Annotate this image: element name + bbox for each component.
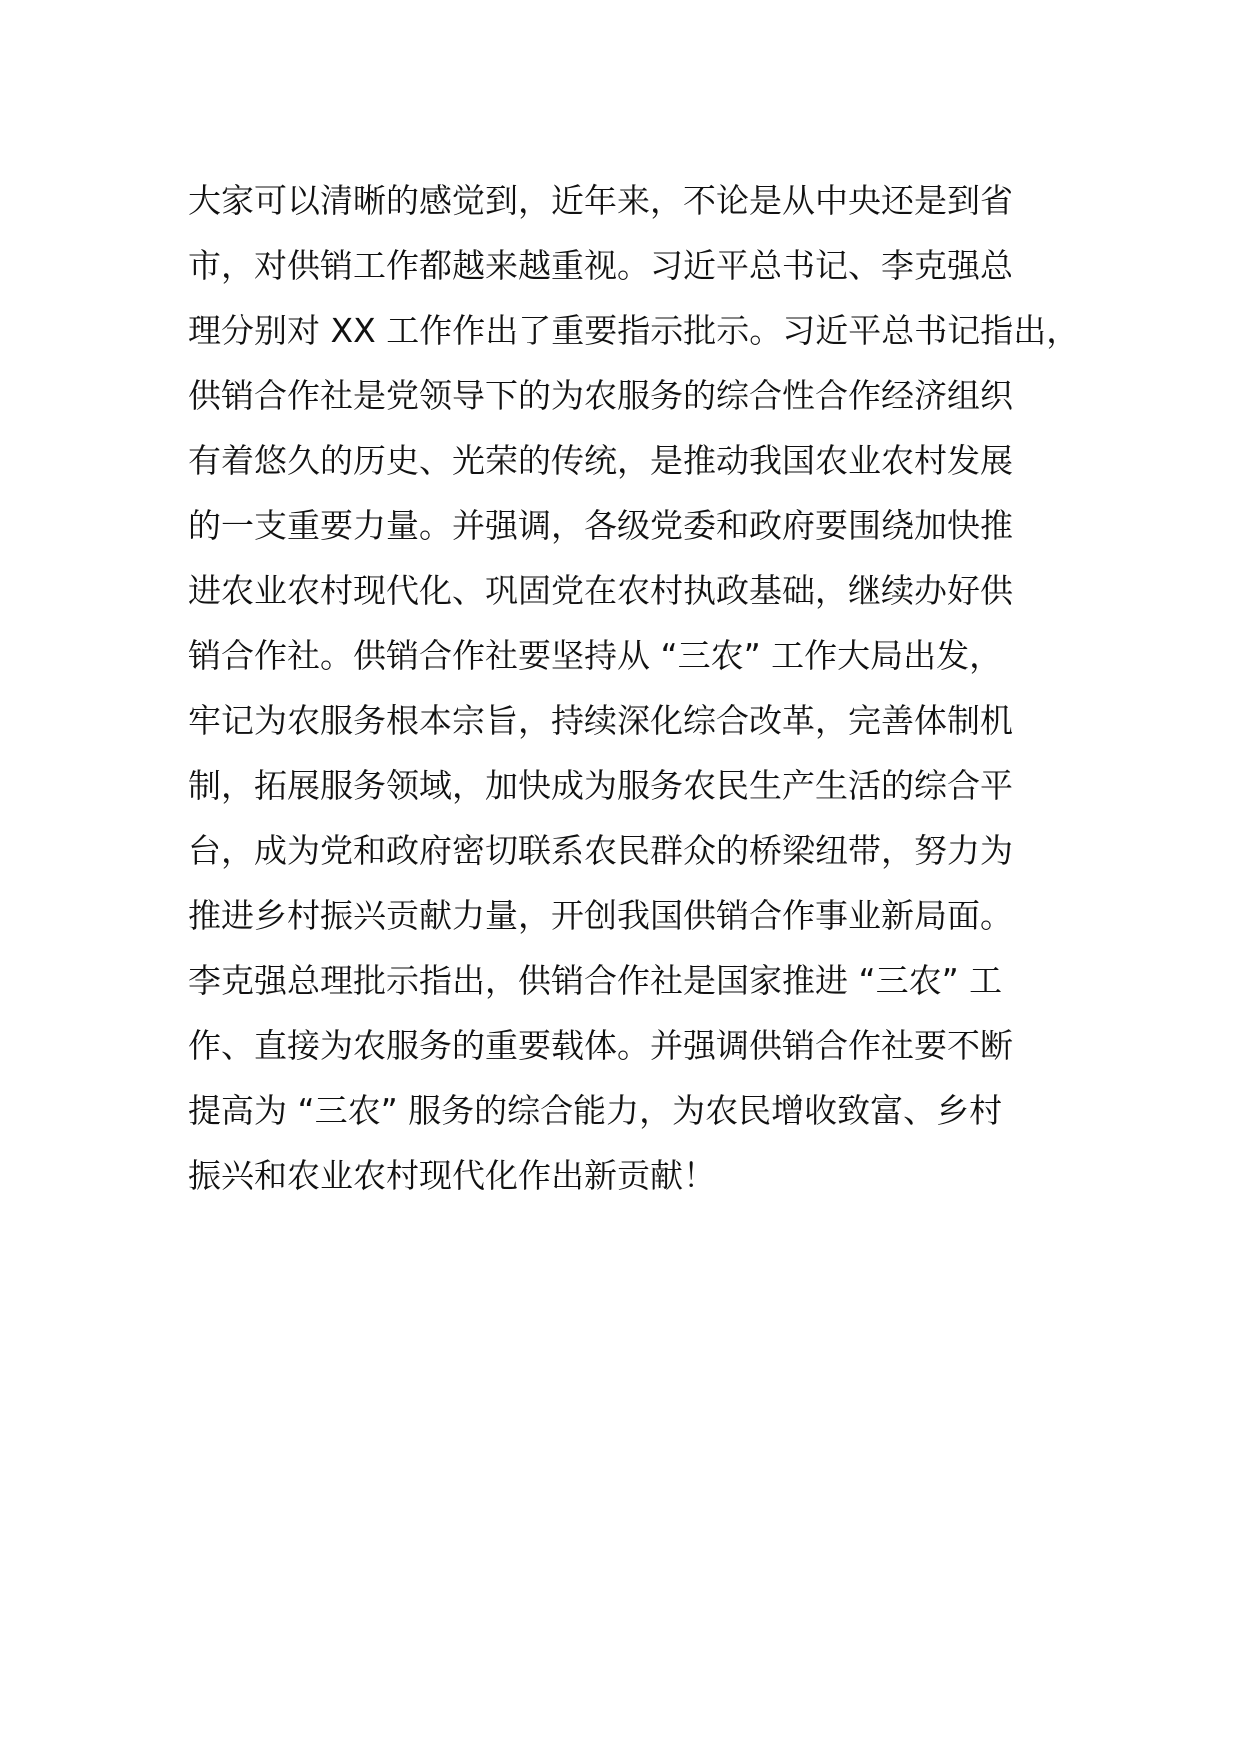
paragraph-line-16: 振兴和农业农村现代化作出新贡献！ bbox=[188, 1156, 716, 1195]
paragraph-line-11: 台，成为党和政府密切联系农民群众的桥梁纽带，努力为 bbox=[188, 831, 1013, 870]
paragraph-line-6: 的一支重要力量。并强调，各级党委和政府要围绕加快推 bbox=[188, 506, 1013, 545]
paragraph-line-1: 大家可以清晰的感觉到，近年来，不论是从中央还是到省 bbox=[188, 181, 1013, 220]
paragraph-line-15: 提高为 “三农” 服务的综合能力，为农民增收致富、乡村 bbox=[188, 1091, 1003, 1130]
paragraph-line-7: 进农业农村现代化、巩固党在农村执政基础，继续办好供 bbox=[188, 571, 1013, 610]
paragraph-line-5: 有着悠久的历史、光荣的传统，是推动我国农业农村发展 bbox=[188, 441, 1013, 480]
paragraph-line-13: 李克强总理批示指出，供销合作社是国家推进 “三农” 工 bbox=[188, 961, 1003, 1000]
paragraph-line-4: 供销合作社是党领导下的为农服务的综合性合作经济组织 bbox=[188, 376, 1013, 415]
paragraph-line-12: 推进乡村振兴贡献力量，开创我国供销合作事业新局面。 bbox=[188, 896, 1013, 935]
paragraph-line-2: 市，对供销工作都越来越重视。习近平总书记、李克强总 bbox=[188, 246, 1013, 285]
paragraph-line-10: 制，拓展服务领域，加快成为服务农民生产生活的综合平 bbox=[188, 766, 1013, 805]
paragraph-line-14: 作、直接为农服务的重要载体。并强调供销合作社要不断 bbox=[188, 1026, 1013, 1065]
paragraph-line-9: 牢记为农服务根本宗旨，持续深化综合改革，完善体制机 bbox=[188, 701, 1013, 740]
paragraph-line-3: 理分别对 XX 工作作出了重要指示批示。习近平总书记指出， bbox=[188, 311, 1080, 350]
body-paragraph bbox=[188, 168, 1088, 1208]
paragraph-line-8: 销合作社。供销合作社要坚持从 “三农” 工作大局出发， bbox=[188, 636, 1003, 675]
